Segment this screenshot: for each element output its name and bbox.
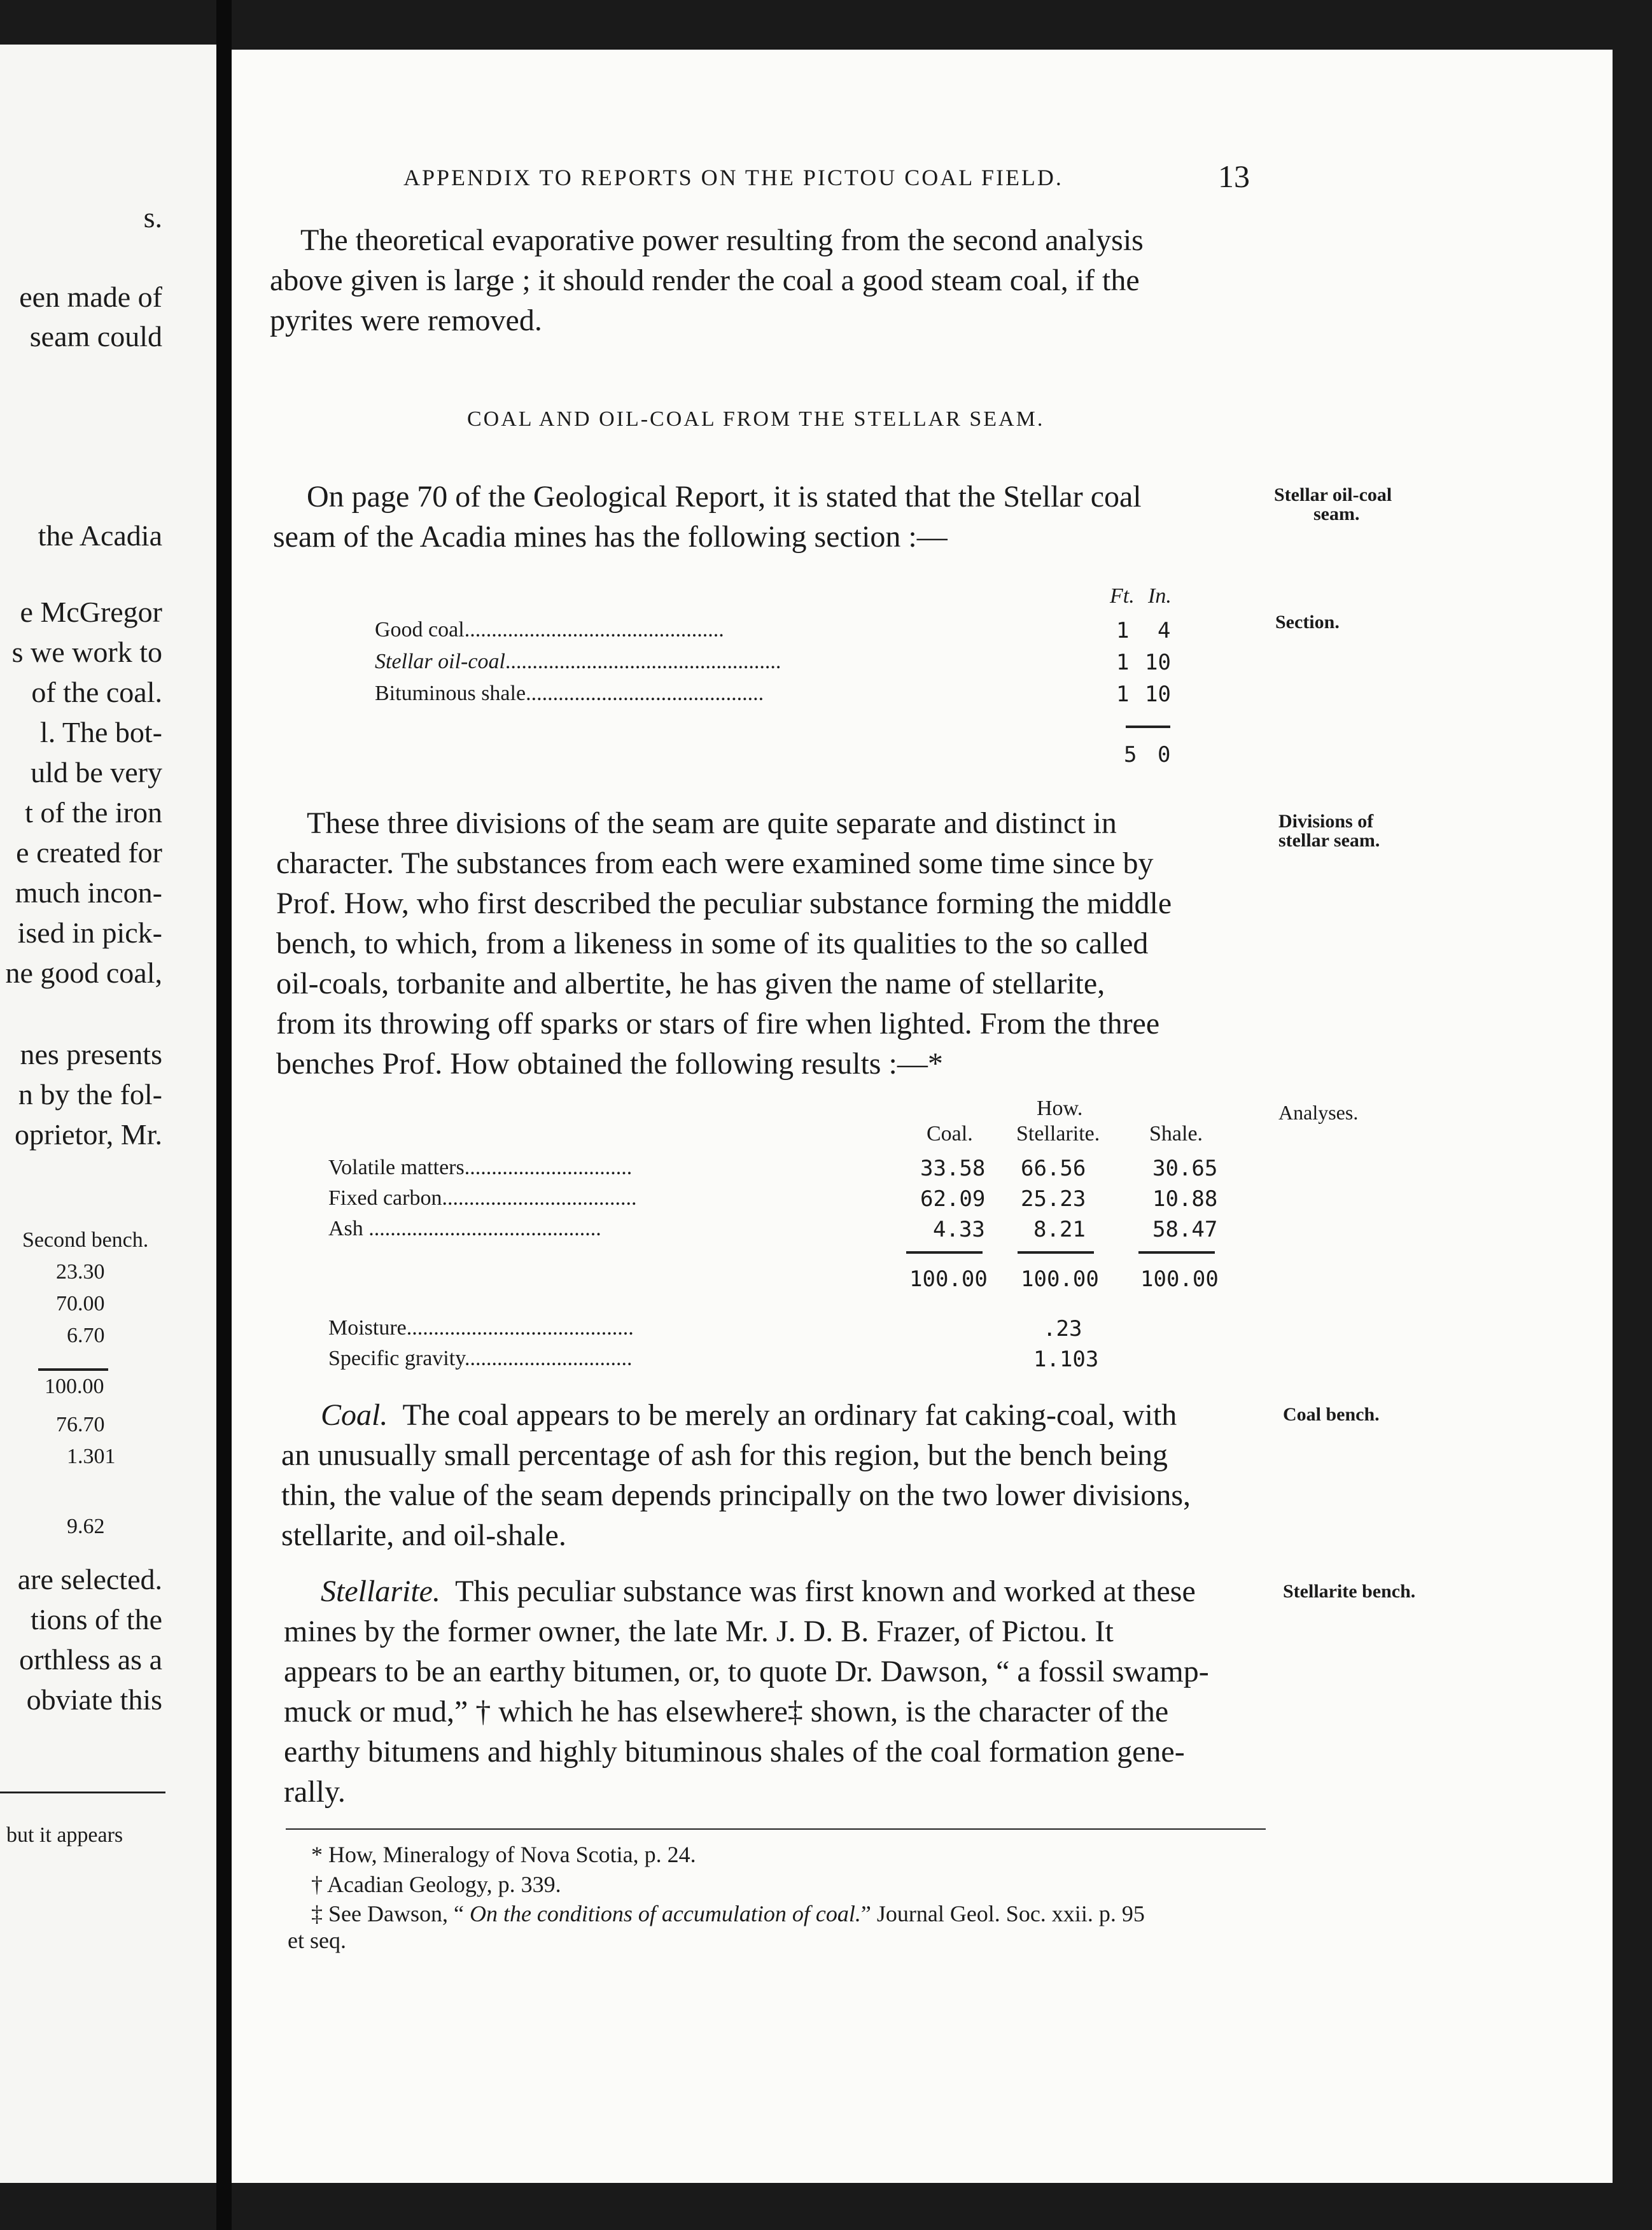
left-page-footnote-rule: [0, 1792, 165, 1793]
sidenote-section: Section.: [1275, 612, 1340, 633]
para2-line-6: from its throwing off sparks or stars of fire when lighted. From the three: [276, 1007, 1160, 1041]
total-in: 0: [1158, 742, 1171, 768]
left-page-line: s we work to: [11, 636, 162, 668]
sidenote-stellarite-bench: Stellarite bench.: [1283, 1581, 1416, 1602]
left-page-rule: [38, 1368, 108, 1371]
stellar-oil-coal-in: 10: [1145, 650, 1171, 675]
para2-line-4: bench, to which, from a likeness in some of its qualities to the so called: [276, 927, 1149, 960]
left-page-small-text: 100.00: [45, 1375, 104, 1398]
para2-line-5: oil-coals, torbanite and albertite, he has given the name of stellarite,: [276, 967, 1105, 1000]
volatile-shale: 30.65: [1152, 1156, 1218, 1181]
ash-shale: 58.47: [1152, 1217, 1218, 1242]
left-page-line: e created for: [16, 836, 162, 869]
header-how: How.: [1037, 1097, 1083, 1120]
left-page-small-text: 1.301: [67, 1445, 116, 1468]
stellarite-total-rule: [1018, 1251, 1094, 1254]
coal-para-line-2: an unusually small percentage of ash for this region, but the bench being: [281, 1438, 1168, 1472]
stellarite-para-line-2: mines by the former owner, the late Mr. J. D. B. Frazer, of Pictou. It: [284, 1615, 1114, 1648]
para2-line-2: character. The substances from each were examined some time since by: [276, 846, 1154, 880]
header-shale: Shale.: [1149, 1122, 1203, 1146]
left-page-small-text: 76.70: [56, 1413, 105, 1436]
fixed-coal: 62.09: [920, 1186, 986, 1212]
para1-line-1: On page 70 of the Geological Report, it is stated that the Stellar coal: [307, 480, 1142, 514]
para1-line-2: seam of the Acadia mines has the following section :—: [273, 520, 948, 554]
col-ft: Ft.: [1110, 584, 1135, 608]
para2-line-7: benches Prof. How obtained the following results :—*: [276, 1047, 943, 1081]
row-fixed-carbon: Fixed carbon....................................: [328, 1186, 637, 1210]
volatile-stellarite: 66.56: [1021, 1156, 1086, 1181]
coal-total-rule: [906, 1251, 983, 1254]
moisture-stellarite: .23: [1043, 1316, 1082, 1342]
stellarite-para-line-4: muck or mud,” † which he has elsewhere‡ shown, is the character of the: [284, 1695, 1169, 1729]
left-page-line: tions of the: [31, 1603, 162, 1636]
section-row-stellar-oil-coal: Stellar oil-coal...................................................: [375, 650, 781, 673]
gravity-stellarite: 1.103: [1033, 1347, 1099, 1372]
coal-para-line-4: stellarite, and oil-shale.: [281, 1518, 566, 1552]
stellarite-para-line-5: earthy bitumens and highly bituminous shales of the coal formation gene-: [284, 1735, 1185, 1769]
stellar-oil-coal-ft: 1: [1116, 650, 1130, 675]
footnote-3-continued: et seq.: [288, 1928, 346, 1953]
shale-in: 10: [1145, 682, 1171, 707]
page-13: [232, 50, 1613, 2183]
section-row-good-coal: Good coal................................................: [375, 618, 724, 642]
left-page-fragment: [0, 45, 216, 2183]
page-number: 13: [1218, 158, 1250, 194]
row-volatile-matters: Volatile matters...............................: [328, 1156, 633, 1179]
running-title: APPENDIX TO REPORTS ON THE PICTOU COAL FIELD.: [403, 165, 1063, 190]
left-page-line: nes presents: [20, 1038, 162, 1070]
fixed-shale: 10.88: [1152, 1186, 1218, 1212]
left-page-small-text: 9.62: [67, 1515, 105, 1538]
total-ft: 5: [1124, 742, 1137, 768]
shale-total-rule: [1138, 1251, 1215, 1254]
intro-line-3: pyrites were removed.: [270, 304, 542, 337]
stellarite-para-line-6: rally.: [284, 1775, 346, 1809]
header-stellarite: Stellarite.: [1016, 1122, 1100, 1146]
sidenote-analyses: Analyses.: [1278, 1101, 1359, 1124]
row-moisture: Moisture..........................................: [328, 1316, 634, 1340]
left-page-line: ne good coal,: [5, 957, 162, 989]
left-page-small-text: 70.00: [56, 1292, 105, 1315]
left-page-line: of the coal.: [31, 676, 162, 708]
left-page-line: orthless as a: [19, 1643, 162, 1676]
left-page-small-text: 23.30: [56, 1260, 105, 1284]
sidenote-stellar-oil-coal: Stellar oil-coal: [1274, 484, 1392, 505]
ash-stellarite: 8.21: [1033, 1217, 1086, 1242]
para2-line-3: Prof. How, who first described the peculiar substance forming the middle: [276, 887, 1172, 920]
left-page-line: oprietor, Mr.: [15, 1118, 162, 1151]
left-page-line: ised in pick-: [17, 916, 162, 949]
left-page-line: uld be very: [31, 756, 162, 789]
coal-para-line-1: Coal. The coal appears to be merely an ordinary fat caking-coal, with: [321, 1398, 1177, 1432]
intro-line-1: The theoretical evaporative power resulting from the second analysis: [300, 223, 1144, 257]
footnote-2: † Acadian Geology, p. 339.: [311, 1872, 561, 1897]
row-ash: Ash ...........................................: [328, 1217, 601, 1240]
good-coal-ft: 1: [1116, 618, 1130, 643]
section-total-rule: [1126, 726, 1170, 728]
left-page-small-text: Second bench.: [22, 1228, 149, 1252]
left-page-line: n by the fol-: [18, 1078, 162, 1111]
left-page-line: much incon-: [15, 876, 162, 909]
stellarite-para-line-1: Stellarite. This peculiar substance was first known and worked at these: [321, 1574, 1196, 1608]
left-page-line: s.: [143, 201, 162, 234]
col-in: In.: [1148, 584, 1172, 608]
left-page-line: seam could: [29, 320, 162, 353]
header-coal: Coal.: [927, 1122, 973, 1146]
left-page-line: e McGregor: [20, 596, 162, 628]
left-page-line: l. The bot-: [39, 716, 162, 748]
sidenote-divisions: Divisions of: [1278, 811, 1374, 832]
stellarite-para-line-3: appears to be an earthy bitumen, or, to quote Dr. Dawson, “ a fossil swamp-: [284, 1655, 1209, 1688]
fixed-stellarite: 25.23: [1021, 1186, 1086, 1212]
left-page-line: een made of: [19, 281, 162, 313]
intro-line-2: above given is large ; it should render the coal a good steam coal, if the: [270, 263, 1140, 297]
left-page-small-text: but it appears: [6, 1823, 123, 1847]
good-coal-in: 4: [1158, 618, 1171, 643]
shale-ft: 1: [1116, 682, 1130, 707]
left-page-line: t of the iron: [25, 796, 162, 829]
sidenote-coal-bench: Coal bench.: [1283, 1404, 1380, 1425]
ash-coal: 4.33: [933, 1217, 985, 1242]
footnote-1: * How, Mineralogy of Nova Scotia, p. 24.: [311, 1842, 696, 1867]
footnote-3: ‡ See Dawson, “ On the conditions of accumulation of coal.” Journal Geol. Soc. xxii. p. 95: [311, 1901, 1145, 1926]
section-row-bituminous-shale: Bituminous shale............................................: [375, 682, 764, 705]
row-specific-gravity: Specific gravity...............................: [328, 1347, 633, 1370]
section-heading: COAL AND OIL-COAL FROM THE STELLAR SEAM.: [467, 407, 1045, 431]
total-shale: 100.00: [1140, 1266, 1219, 1292]
para2-line-1: These three divisions of the seam are quite separate and distinct in: [307, 806, 1117, 840]
left-page-line: are selected.: [17, 1563, 162, 1595]
left-page-line: obviate this: [26, 1683, 162, 1716]
total-stellarite: 100.00: [1021, 1266, 1099, 1292]
sidenote-seam: seam.: [1313, 503, 1360, 524]
book-spine: [216, 0, 232, 2230]
coal-para-line-3: thin, the value of the seam depends principally on the two lower divisions,: [281, 1478, 1191, 1512]
left-page-line: the Acadia: [38, 519, 162, 552]
left-page-small-text: 6.70: [67, 1324, 105, 1347]
volatile-coal: 33.58: [920, 1156, 986, 1181]
sidenote-stellar-seam: stellar seam.: [1278, 830, 1380, 851]
footnote-rule: [286, 1828, 1266, 1830]
total-coal: 100.00: [909, 1266, 988, 1292]
